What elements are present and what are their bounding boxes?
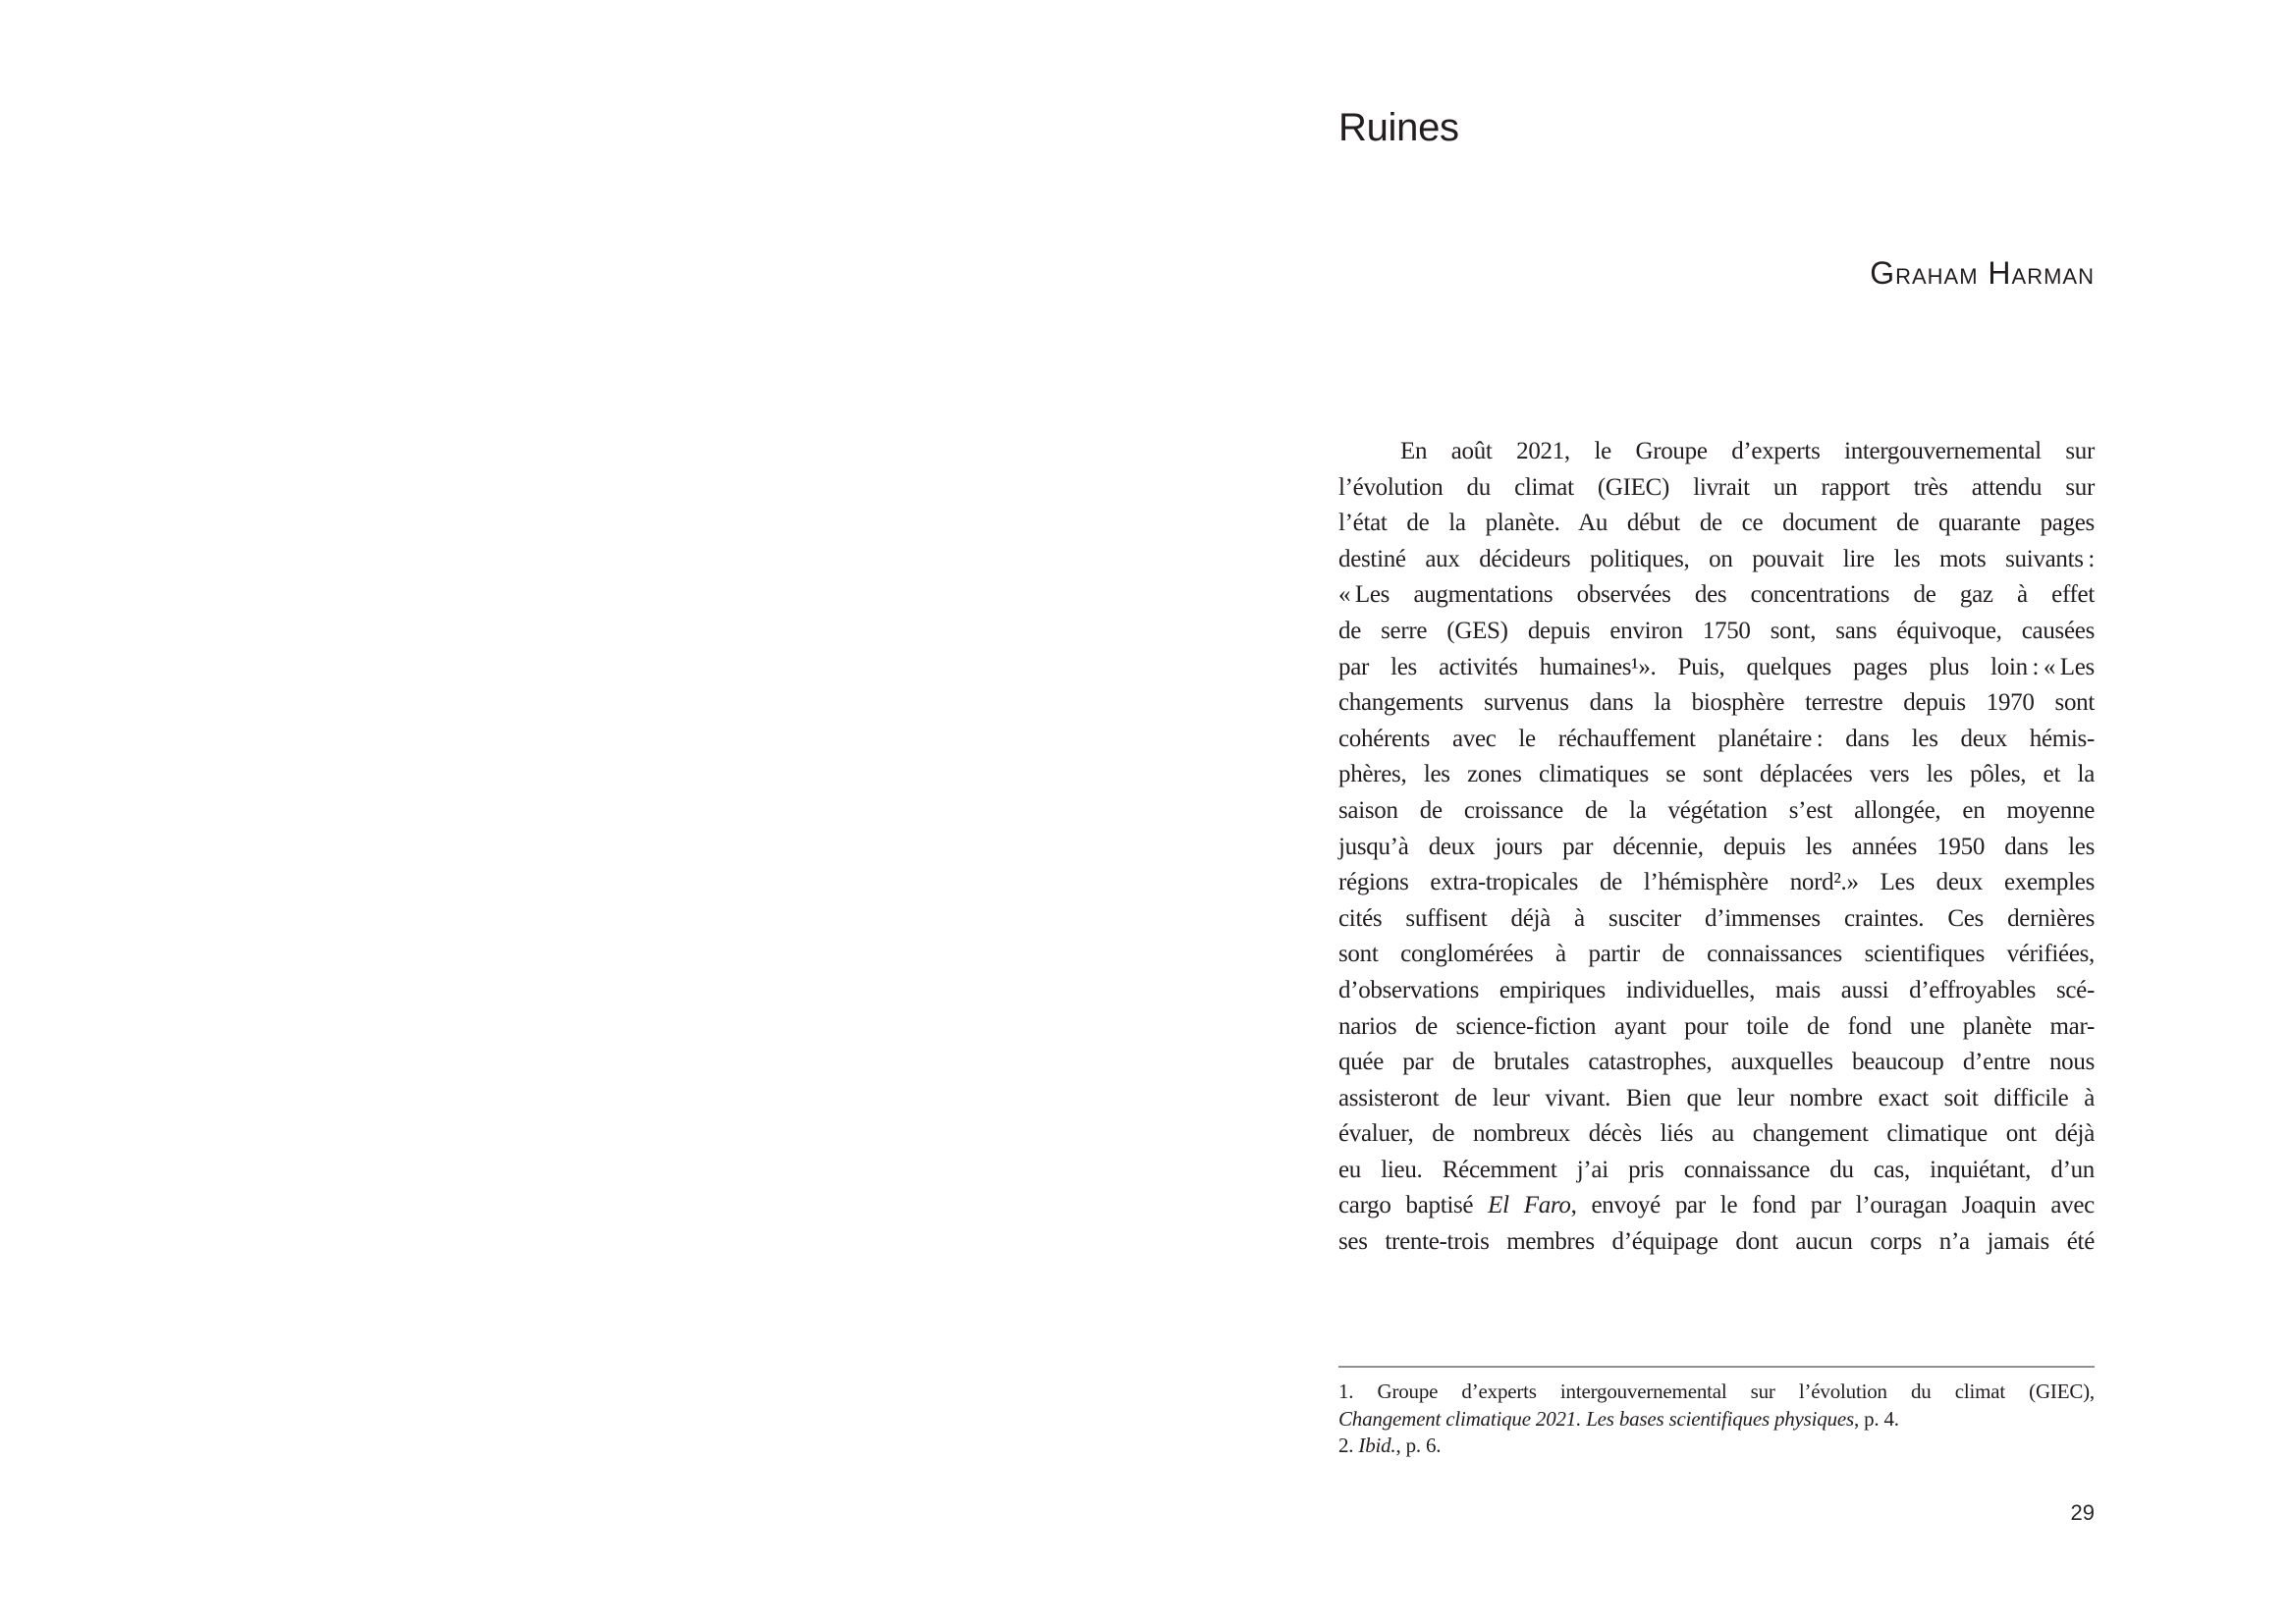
page-number: 29 — [2070, 1500, 2095, 1525]
text-segment: « Les augmentations observées des concentrations de gaz à effet — [1338, 581, 2095, 609]
body-text-line — [1338, 901, 2095, 938]
text-segment: assisteront de leur vivant. Bien que leur nombre exact soit difficile à — [1338, 1084, 2095, 1111]
italic-text-segment: Changement climatique 2021. Les bases scientifiques physiques — [1338, 1406, 1854, 1431]
text-segment: , p. 6. — [1395, 1434, 1442, 1458]
body-text-line — [1338, 757, 2095, 793]
text-segment: 2. — [1338, 1434, 1359, 1458]
text-segment: l’état de la planète. Au début de ce document de quarante pages — [1338, 510, 2095, 537]
text-segment: l’évolution du climat (GIEC) livrait un rapport très attendu sur — [1338, 473, 2095, 501]
body-text-line — [1338, 1009, 2095, 1046]
text-segment: 1. Groupe d’experts intergouvernemental sur l’évolution du climat (GIEC), — [1338, 1380, 2095, 1403]
body-text-line — [1338, 722, 2095, 758]
text-segment: , envoyé par le fond par l’ouragan Joaquin avec — [1570, 1192, 2095, 1219]
body-text-line — [1338, 650, 2095, 686]
body-text-line — [1338, 1153, 2095, 1189]
text-segment: sont conglomérées à partir de connaissances scientifiques vérifiées, — [1338, 941, 2095, 968]
body-text-line — [1338, 1224, 2095, 1261]
body-text-line — [1338, 614, 2095, 650]
text-segment: quée par de brutales catastrophes, auxquelles beaucoup d’entre nous — [1338, 1049, 2095, 1076]
text-segment: évaluer, de nombreux décès liés au changement climatique ont déjà — [1338, 1120, 2095, 1148]
text-segment: jusqu’à deux jours par décennie, depuis les années 1950 dans les — [1338, 833, 2095, 860]
footnote-separator-rule — [1338, 1366, 2095, 1368]
body-text-line — [1338, 577, 2095, 614]
text-segment: cargo baptisé — [1338, 1192, 1489, 1219]
body-text-line — [1338, 685, 2095, 722]
text-segment: phères, les zones climatiques se sont déplacées vers les pôles, et la — [1338, 761, 2095, 788]
text-segment: saison de croissance de la végétation s’est allongée, en moyenne — [1338, 796, 2095, 824]
body-text-line — [1338, 542, 2095, 578]
text-segment: cohérents avec le réchauffement planétaire : dans les deux hémis- — [1338, 725, 2095, 752]
body-text-line — [1338, 1116, 2095, 1153]
page-title: Ruines — [1338, 106, 1459, 149]
body-text-line — [1338, 973, 2095, 1009]
body-text-line — [1338, 1081, 2095, 1117]
italic-text-segment: Ibid. — [1358, 1434, 1396, 1458]
text-segment: changements survenus dans la biosphère terrestre depuis 1970 sont — [1338, 689, 2095, 717]
text-segment: de serre (GES) depuis environ 1750 sont, sans équivoque, causées — [1338, 617, 2095, 644]
body-text-line — [1338, 793, 2095, 830]
body-text-line — [1338, 865, 2095, 901]
text-segment: régions extra-tropicales de l’hémisphère nord².» Les deux exemples — [1338, 869, 2095, 896]
text-segment: par les activités humaines¹». Puis, quelques pages plus loin : « Les — [1338, 653, 2095, 680]
text-segment: En août 2021, le Groupe d’experts intergouvernemental sur — [1400, 438, 2095, 464]
text-segment: ses trente-trois membres d’équipage dont aucun corps n’a jamais été — [1338, 1228, 2095, 1256]
body-text — [1338, 434, 2095, 1261]
footnote-line — [1338, 1379, 2095, 1406]
body-text-line — [1338, 470, 2095, 507]
body-text-line — [1338, 830, 2095, 866]
text-segment: destiné aux décideurs politiques, on pouvait lire les mots suivants : — [1338, 545, 2095, 572]
text-segment: cités suffisent déjà à susciter d’immenses craintes. Ces dernières — [1338, 904, 2095, 932]
body-text-line — [1338, 506, 2095, 542]
body-text-line — [1338, 1045, 2095, 1081]
body-text-line — [1338, 1188, 2095, 1224]
body-text-line — [1338, 937, 2095, 973]
footnotes-block — [1338, 1379, 2095, 1460]
footnote-line — [1338, 1433, 2095, 1460]
text-segment: , p. 4. — [1853, 1406, 1899, 1431]
text-segment: narios de science-fiction ayant pour toile de fond une planète mar- — [1338, 1012, 2095, 1040]
footnote-line — [1338, 1406, 2095, 1434]
text-segment: d’observations empiriques individuelles, mais aussi d’effroyables scé- — [1338, 976, 2095, 1003]
body-text-line — [1338, 434, 2095, 470]
text-segment: eu lieu. Récemment j’ai pris connaissance du cas, inquiétant, d’un — [1338, 1156, 2095, 1183]
italic-text-segment: El Faro — [1488, 1192, 1571, 1219]
author-name: Graham Harman — [1870, 255, 2095, 291]
